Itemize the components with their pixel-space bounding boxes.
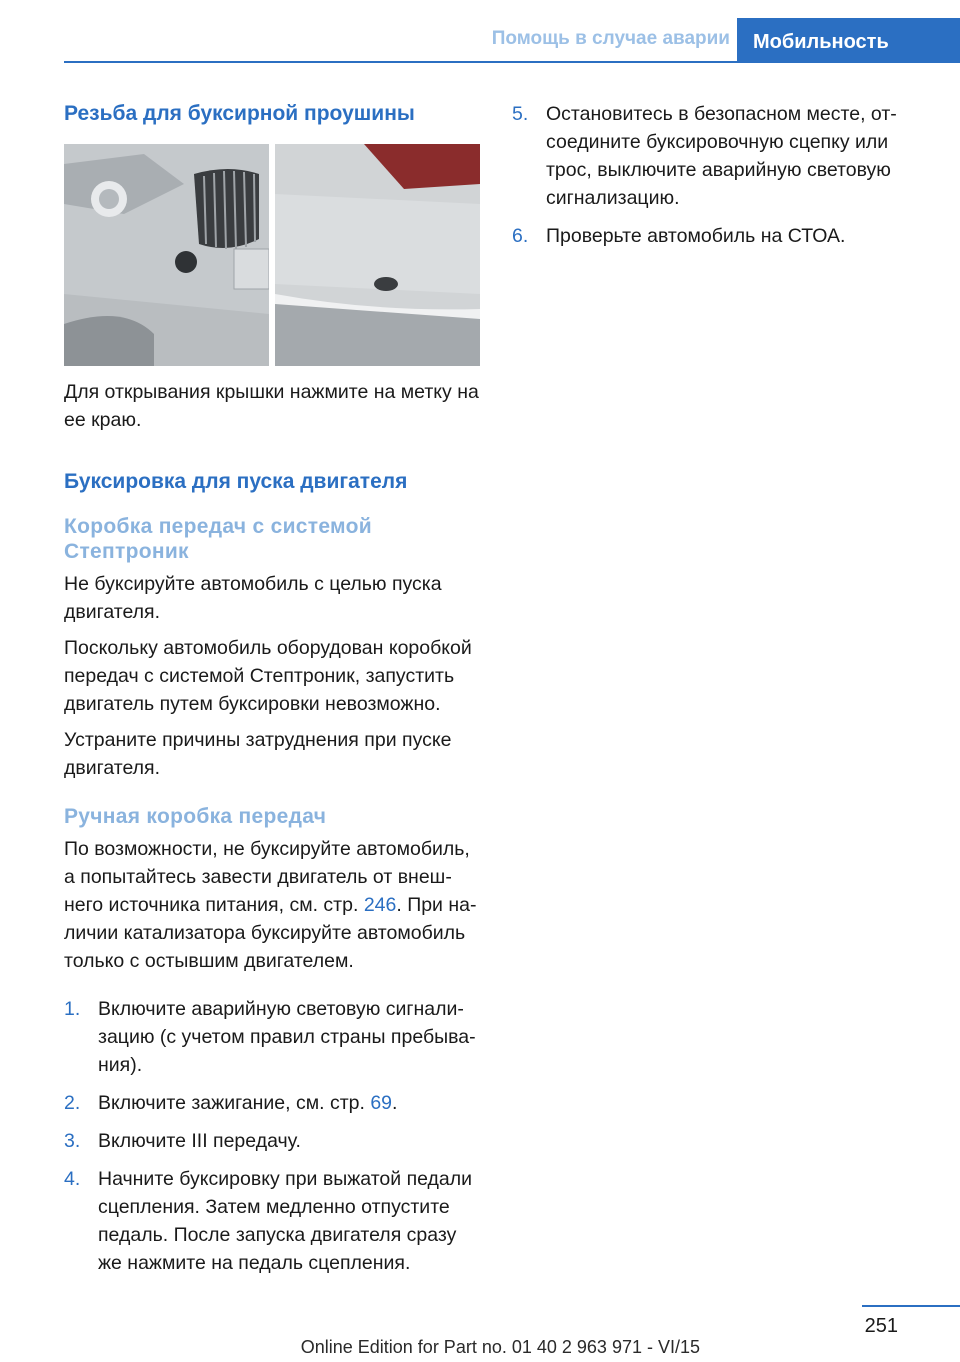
subsection-title-manual: Ручная коробка передач (64, 805, 327, 828)
step-number: 1. (64, 998, 81, 1020)
step-text: Включите зажигание, см. стр. (98, 1092, 365, 1114)
step-text: Начните буксировку при выжатой педали сцепления. Затем медленно отпустите педаль. После запуска двигателя сразу же нажмите на педаль сцепления. (98, 1168, 473, 1274)
footer-rule (862, 1305, 960, 1307)
page-link-246[interactable]: 246 (363, 894, 397, 916)
step-number: 5. (512, 103, 529, 125)
list-item (512, 100, 928, 212)
step-text: Включите аварийную световую сигнализацию (с учетом правил страны пребывания). (98, 998, 476, 1076)
step-number: 4. (64, 1168, 81, 1190)
paragraph-steptronic-impossible: Поскольку автомобиль оборудован коробкой передач с системой Стептроник, запустить двигатель путем буксировки невозможно. (64, 637, 472, 715)
list-item (64, 1089, 480, 1117)
bumper-illustration (64, 144, 480, 366)
list-item (512, 222, 928, 250)
steps-list-left (64, 995, 480, 1277)
list-item (64, 995, 480, 1079)
section-title-tow-start: Буксировка для пуска двигателя (64, 470, 408, 493)
page-link-69[interactable]: 69 (370, 1092, 393, 1114)
step-text: Включите III передачу. (98, 1130, 301, 1152)
bumper-photo (64, 144, 480, 366)
list-item (64, 1165, 480, 1277)
subsection-title-steptronic: Коробка передач с системой Стептроник (64, 515, 372, 563)
right-column (512, 100, 928, 250)
paragraph-text: . При наличии катализатора буксируйте автомобиль только с остывшим двигателем. (64, 894, 477, 972)
step-number: 2. (64, 1092, 81, 1114)
footer-edition: Online Edition for Part no. 01 40 2 963 971 - VI/15 (300, 1337, 700, 1357)
paragraph-manual-advice (64, 835, 480, 975)
step-text: . (392, 1092, 398, 1114)
paragraph-fix-start-problem: Устраните причины затруднения при пуске двигателя. (64, 729, 452, 779)
step-text: Остановитесь в безопасном месте, отсоедините буксировочную сцепку или трос, выключите аварийную световую сигнализацию. (546, 103, 897, 209)
image-caption: Для открывания крышки нажмите на метку на ее краю. (64, 381, 479, 431)
header-rule (64, 61, 960, 63)
paragraph-text: По возможности, не буксируйте автомобиль, а попытайтесь завести двигатель от внешнего источника питания, см. стр. (64, 838, 470, 916)
step-number: 3. (64, 1130, 81, 1152)
header-chapter-tab[interactable]: Мобильность (737, 18, 960, 63)
section-title-tow-eye-thread: Резьба для буксирной проушины (64, 102, 415, 125)
left-column (64, 100, 480, 1277)
steps-list-right (512, 100, 928, 250)
step-number: 6. (512, 225, 529, 247)
list-item (64, 1127, 480, 1155)
paragraph-no-tow-start: Не буксируйте автомобиль с целью пуска двигателя. (64, 573, 442, 623)
page-number: 251 (864, 1315, 898, 1337)
header-section-title: Помощь в случае аварии (491, 28, 730, 49)
step-text: Проверьте автомобиль на СТОА. (546, 225, 846, 247)
